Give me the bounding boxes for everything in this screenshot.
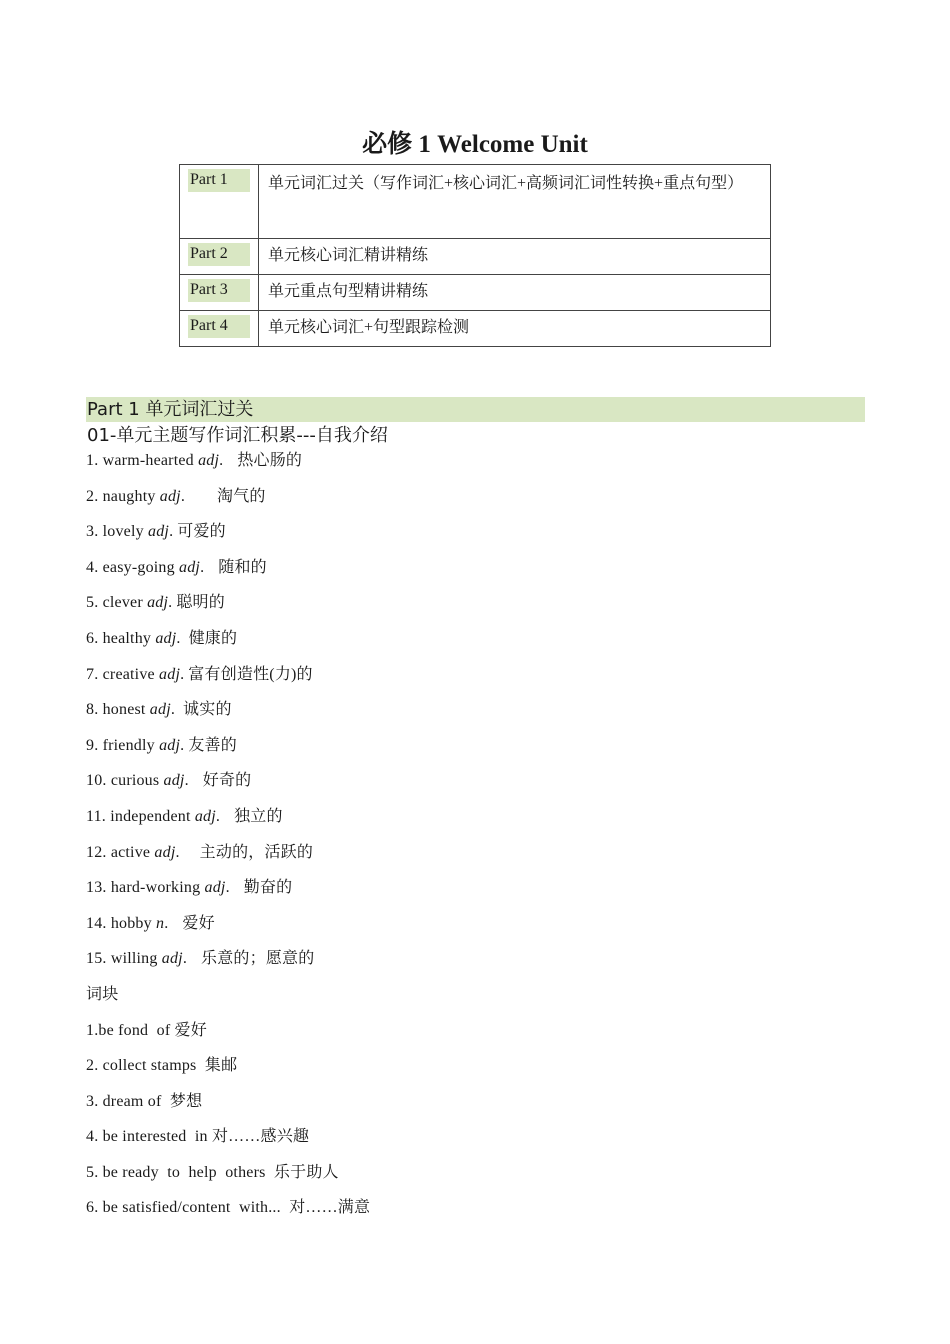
vocabulary-list <box>86 448 866 1231</box>
vocab-item: 13. hard-working adj. 勤奋的 <box>86 879 293 897</box>
vocab-item: 7. creative adj. 富有创造性(力)的 <box>86 665 313 683</box>
vocab-item: 3. lovely adj. 可爱的 <box>86 523 226 541</box>
contents-table <box>179 164 771 347</box>
contents-row <box>180 165 771 239</box>
phrase-item: 2. collect stamps 集邮 <box>86 1057 238 1075</box>
phrase-item: 5. be ready to help others 乐于助人 <box>86 1163 339 1181</box>
part-description: 单元词汇过关（写作词汇+核心词汇+高频词汇词性转换+重点句型） <box>259 165 771 239</box>
page-title: 必修 1 Welcome Unit <box>362 131 588 158</box>
vocab-item: 6. healthy adj. 健康的 <box>86 629 238 647</box>
vocab-item: 5. clever adj. 聪明的 <box>86 594 225 612</box>
vocab-item: 11. independent adj. 独立的 <box>86 807 283 825</box>
vocab-item: 1. warm-hearted adj. 热心肠的 <box>86 452 303 469</box>
vocab-item: 15. willing adj. 乐意的；愿意的 <box>86 950 315 968</box>
phrase-heading: 词块 <box>86 985 119 1003</box>
phrase-item: 6. be satisfied/content with... 对……满意 <box>86 1199 371 1217</box>
contents-row <box>180 275 771 311</box>
vocab-item: 10. curious adj. 好奇的 <box>86 772 252 790</box>
vocab-item: 2. naughty adj. 淘气的 <box>86 487 266 505</box>
vocab-item: 9. friendly adj. 友善的 <box>86 736 237 754</box>
section-subheading: 01-单元主题写作词汇积累---自我介绍 <box>87 425 388 446</box>
part-label: Part 1 <box>188 169 250 192</box>
part-description: 单元重点句型精讲精练 <box>259 275 771 311</box>
part-description: 单元核心词汇精讲精练 <box>259 239 771 275</box>
vocab-item: 4. easy-going adj. 随和的 <box>86 558 267 576</box>
vocab-item: 8. honest adj. 诚实的 <box>86 701 232 719</box>
part-description: 单元核心词汇+句型跟踪检测 <box>259 311 771 347</box>
phrase-item: 1.be fond of 爱好 <box>86 1021 207 1039</box>
phrase-item: 4. be interested in 对……感兴趣 <box>86 1128 310 1146</box>
part-label: Part 2 <box>188 243 250 266</box>
contents-row <box>180 311 771 347</box>
vocab-item: 14. hobby n. 爱好 <box>86 914 215 932</box>
phrase-item: 3. dream of 梦想 <box>86 1092 203 1110</box>
part-label: Part 4 <box>188 315 250 338</box>
vocab-item: 12. active adj. 主动的，活跃的 <box>86 843 314 861</box>
part-label: Part 3 <box>188 279 250 302</box>
contents-row <box>180 239 771 275</box>
section-heading: Part 1 单元词汇过关 <box>86 397 865 422</box>
